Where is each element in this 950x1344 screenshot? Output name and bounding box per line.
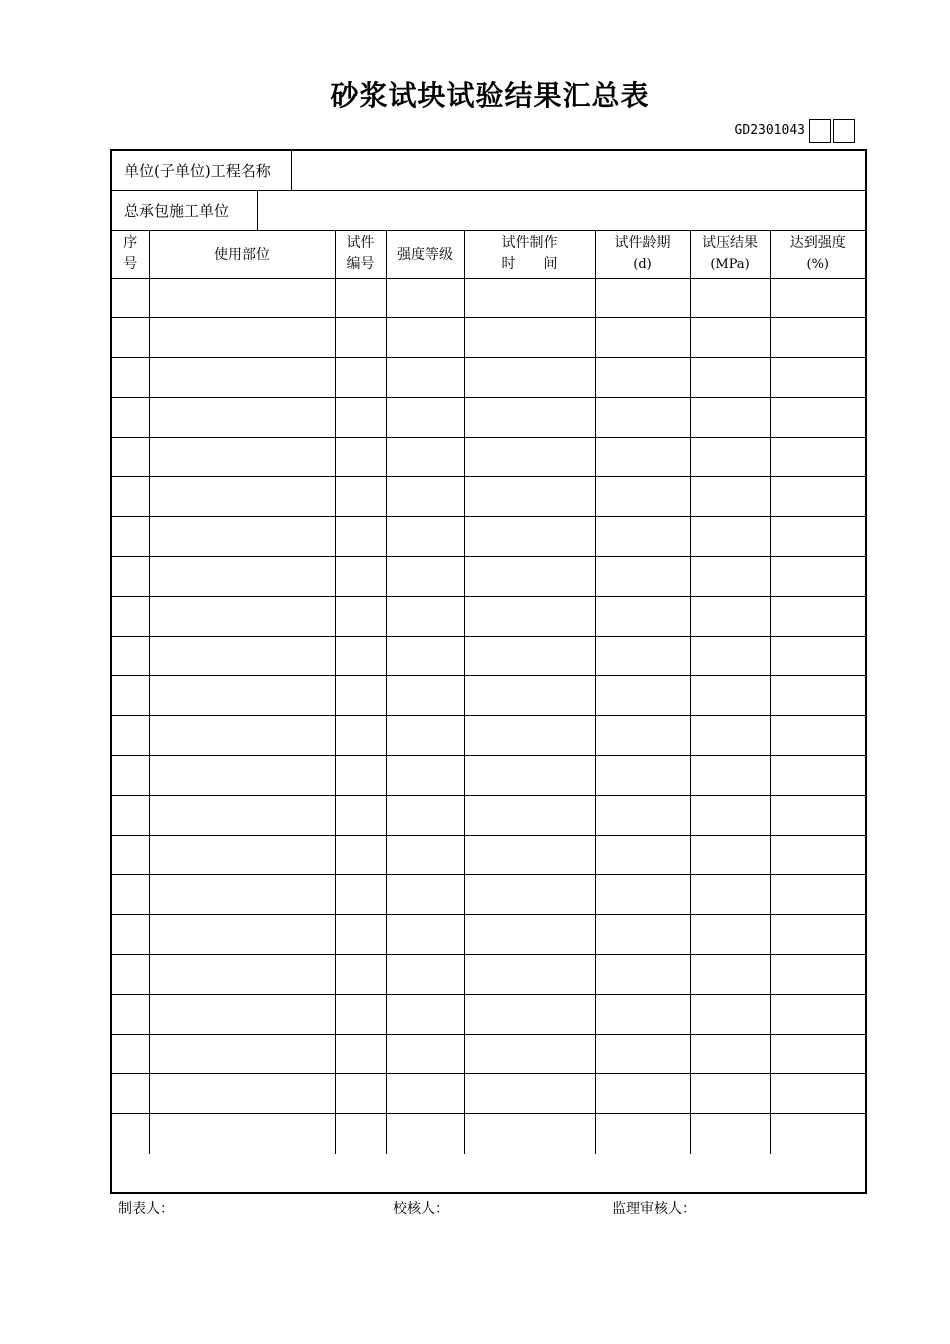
cell-seq[interactable] (112, 835, 149, 875)
col-reached (770, 231, 865, 278)
table-body (112, 278, 865, 1154)
cell-age[interactable] (595, 1034, 690, 1074)
cell-result[interactable] (690, 994, 770, 1034)
cell-location[interactable] (149, 716, 335, 756)
cell-grade[interactable] (386, 596, 464, 636)
cell-location[interactable] (149, 756, 335, 796)
cell-seq[interactable] (112, 915, 149, 955)
cell-location[interactable] (149, 636, 335, 676)
cell-result[interactable] (690, 955, 770, 995)
col-made-time-line1: 试件制作 (501, 235, 558, 252)
table-row (112, 437, 865, 477)
cell-made-time[interactable] (464, 397, 595, 437)
table-row (112, 676, 865, 716)
cell-result[interactable] (690, 875, 770, 915)
cell-age[interactable] (595, 756, 690, 796)
cell-location[interactable] (149, 517, 335, 557)
table-row (112, 358, 865, 398)
contractor-label: 总承包施工单位 (112, 191, 258, 230)
cell-specimen-no[interactable] (335, 397, 386, 437)
cell-grade[interactable] (386, 636, 464, 676)
cell-reached[interactable] (770, 397, 865, 437)
cell-grade[interactable] (386, 358, 464, 398)
cell-seq[interactable] (112, 477, 149, 517)
cell-location[interactable] (149, 358, 335, 398)
cell-made-time[interactable] (464, 557, 595, 597)
cell-seq[interactable] (112, 636, 149, 676)
cell-grade[interactable] (386, 437, 464, 477)
cell-result[interactable] (690, 437, 770, 477)
cell-reached[interactable] (770, 835, 865, 875)
cell-result[interactable] (690, 676, 770, 716)
cell-made-time[interactable] (464, 915, 595, 955)
cell-age[interactable] (595, 596, 690, 636)
cell-specimen-no[interactable] (335, 358, 386, 398)
cell-result[interactable] (690, 716, 770, 756)
cell-location[interactable] (149, 278, 335, 318)
col-seq (112, 231, 149, 278)
cell-made-time[interactable] (464, 437, 595, 477)
col-age-line1: 试件龄期 (614, 235, 671, 252)
cell-result[interactable] (690, 318, 770, 358)
cell-result[interactable] (690, 1034, 770, 1074)
cell-result[interactable] (690, 795, 770, 835)
col-grade-label: 强度等级 (397, 247, 453, 264)
form-code-box-2[interactable] (833, 119, 855, 143)
cell-specimen-no[interactable] (335, 557, 386, 597)
table-row (112, 915, 865, 955)
cell-made-time[interactable] (464, 477, 595, 517)
cell-grade[interactable] (386, 915, 464, 955)
cell-made-time[interactable] (464, 795, 595, 835)
cell-result[interactable] (690, 397, 770, 437)
cell-location[interactable] (149, 397, 335, 437)
col-result (690, 231, 770, 278)
cell-reached[interactable] (770, 636, 865, 676)
cell-age[interactable] (595, 318, 690, 358)
table-row (112, 1034, 865, 1074)
col-specimen-no (335, 231, 386, 278)
cell-grade[interactable] (386, 557, 464, 597)
cell-reached[interactable] (770, 1034, 865, 1074)
cell-specimen-no[interactable] (335, 318, 386, 358)
cell-seq[interactable] (112, 437, 149, 477)
table-row (112, 716, 865, 756)
cell-seq[interactable] (112, 358, 149, 398)
cell-age[interactable] (595, 358, 690, 398)
cell-reached[interactable] (770, 955, 865, 995)
cell-reached[interactable] (770, 676, 865, 716)
cell-reached[interactable] (770, 1074, 865, 1114)
cell-result[interactable] (690, 278, 770, 318)
cell-location[interactable] (149, 1074, 335, 1114)
project-name-field[interactable] (292, 151, 865, 190)
cell-specimen-no[interactable] (335, 795, 386, 835)
summary-sheet (110, 149, 867, 1194)
cell-reached[interactable] (770, 875, 865, 915)
cell-specimen-no[interactable] (335, 477, 386, 517)
contractor-field[interactable] (258, 191, 865, 230)
col-result-line2: (MPa) (710, 257, 750, 273)
table-row (112, 1114, 865, 1154)
cell-location[interactable] (149, 915, 335, 955)
cell-seq[interactable] (112, 517, 149, 557)
cell-reached[interactable] (770, 795, 865, 835)
cell-seq[interactable] (112, 557, 149, 597)
col-location (149, 231, 335, 278)
table-header-row (112, 231, 865, 278)
table-row (112, 636, 865, 676)
page-title: 砂浆试块试验结果汇总表 (330, 79, 650, 112)
cell-grade[interactable] (386, 1114, 464, 1154)
project-name-row (112, 151, 865, 191)
col-seq-line2: 号 (123, 256, 138, 273)
cell-seq[interactable] (112, 716, 149, 756)
prepared-by-label: 制表人： (118, 1201, 174, 1217)
cell-age[interactable] (595, 557, 690, 597)
cell-reached[interactable] (770, 437, 865, 477)
cell-result[interactable] (690, 1074, 770, 1114)
col-age-line2: (d) (633, 257, 652, 273)
contractor-row (112, 191, 865, 231)
cell-specimen-no[interactable] (335, 955, 386, 995)
cell-made-time[interactable] (464, 676, 595, 716)
cell-seq[interactable] (112, 1034, 149, 1074)
cell-location[interactable] (149, 1114, 335, 1154)
cell-specimen-no[interactable] (335, 517, 386, 557)
cell-grade[interactable] (386, 278, 464, 318)
cell-result[interactable] (690, 835, 770, 875)
cell-specimen-no[interactable] (335, 915, 386, 955)
cell-specimen-no[interactable] (335, 875, 386, 915)
cell-made-time[interactable] (464, 875, 595, 915)
cell-seq[interactable] (112, 397, 149, 437)
project-name-label: 单位(子单位)工程名称 (112, 151, 292, 190)
table-row (112, 795, 865, 835)
col-grade (386, 231, 464, 278)
cell-seq[interactable] (112, 278, 149, 318)
table-row (112, 318, 865, 358)
cell-reached[interactable] (770, 278, 865, 318)
cell-result[interactable] (690, 358, 770, 398)
col-location-label: 使用部位 (214, 247, 270, 264)
cell-specimen-no[interactable] (335, 636, 386, 676)
cell-seq[interactable] (112, 994, 149, 1034)
cell-specimen-no[interactable] (335, 1114, 386, 1154)
cell-seq[interactable] (112, 756, 149, 796)
cell-made-time[interactable] (464, 756, 595, 796)
cell-result[interactable] (690, 756, 770, 796)
cell-age[interactable] (595, 915, 690, 955)
cell-made-time[interactable] (464, 1034, 595, 1074)
table-row (112, 557, 865, 597)
col-result-line1: 试压结果 (702, 235, 758, 252)
cell-specimen-no[interactable] (335, 835, 386, 875)
form-code-text: GD2301043 (734, 123, 805, 138)
table-row (112, 397, 865, 437)
cell-location[interactable] (149, 596, 335, 636)
form-code (735, 119, 855, 143)
table-row (112, 756, 865, 796)
table-row (112, 994, 865, 1034)
cell-grade[interactable] (386, 994, 464, 1034)
cell-seq[interactable] (112, 676, 149, 716)
cell-reached[interactable] (770, 358, 865, 398)
cell-age[interactable] (595, 517, 690, 557)
cell-reached[interactable] (770, 994, 865, 1034)
cell-grade[interactable] (386, 795, 464, 835)
cell-grade[interactable] (386, 955, 464, 995)
col-reached-line2: (%) (806, 257, 829, 273)
cell-made-time[interactable] (464, 1074, 595, 1114)
cell-reached[interactable] (770, 477, 865, 517)
cell-grade[interactable] (386, 875, 464, 915)
col-made-time (464, 231, 595, 278)
signature-footer (118, 1198, 878, 1218)
cell-location[interactable] (149, 1034, 335, 1074)
col-seq-line1: 序 (123, 235, 138, 252)
cell-age[interactable] (595, 955, 690, 995)
col-reached-line1: 达到强度 (789, 235, 846, 252)
cell-location[interactable] (149, 994, 335, 1034)
results-table (112, 231, 865, 1154)
cell-seq[interactable] (112, 596, 149, 636)
cell-location[interactable] (149, 875, 335, 915)
cell-age[interactable] (595, 795, 690, 835)
cell-grade[interactable] (386, 756, 464, 796)
cell-age[interactable] (595, 1114, 690, 1154)
cell-made-time[interactable] (464, 278, 595, 318)
cell-grade[interactable] (386, 1074, 464, 1114)
table-row (112, 955, 865, 995)
cell-specimen-no[interactable] (335, 676, 386, 716)
cell-result[interactable] (690, 1114, 770, 1154)
cell-seq[interactable] (112, 318, 149, 358)
table-row (112, 875, 865, 915)
cell-grade[interactable] (386, 676, 464, 716)
cell-specimen-no[interactable] (335, 994, 386, 1034)
cell-specimen-no[interactable] (335, 716, 386, 756)
col-specimen-no-line2: 编号 (346, 256, 375, 273)
col-age (595, 231, 690, 278)
cell-result[interactable] (690, 557, 770, 597)
col-specimen-no-line1: 试件 (346, 235, 375, 252)
table-row (112, 477, 865, 517)
cell-reached[interactable] (770, 318, 865, 358)
cell-location[interactable] (149, 795, 335, 835)
cell-made-time[interactable] (464, 318, 595, 358)
cell-reached[interactable] (770, 915, 865, 955)
cell-result[interactable] (690, 477, 770, 517)
cell-age[interactable] (595, 716, 690, 756)
cell-location[interactable] (149, 955, 335, 995)
cell-age[interactable] (595, 636, 690, 676)
table-row (112, 835, 865, 875)
cell-specimen-no[interactable] (335, 596, 386, 636)
cell-age[interactable] (595, 875, 690, 915)
cell-result[interactable] (690, 517, 770, 557)
cell-specimen-no[interactable] (335, 278, 386, 318)
cell-grade[interactable] (386, 1034, 464, 1074)
cell-reached[interactable] (770, 596, 865, 636)
cell-age[interactable] (595, 835, 690, 875)
col-made-time-line2: 时 间 (501, 256, 558, 273)
cell-location[interactable] (149, 835, 335, 875)
cell-reached[interactable] (770, 716, 865, 756)
cell-made-time[interactable] (464, 955, 595, 995)
supervisor-label: 监理审核人： (612, 1201, 696, 1217)
form-code-box-1[interactable] (809, 119, 831, 143)
cell-reached[interactable] (770, 1114, 865, 1154)
cell-specimen-no[interactable] (335, 437, 386, 477)
cell-specimen-no[interactable] (335, 1034, 386, 1074)
cell-grade[interactable] (386, 716, 464, 756)
cell-reached[interactable] (770, 756, 865, 796)
cell-seq[interactable] (112, 795, 149, 835)
cell-specimen-no[interactable] (335, 1074, 386, 1114)
cell-seq[interactable] (112, 875, 149, 915)
cell-grade[interactable] (386, 835, 464, 875)
cell-location[interactable] (149, 676, 335, 716)
cell-age[interactable] (595, 676, 690, 716)
cell-location[interactable] (149, 437, 335, 477)
cell-result[interactable] (690, 915, 770, 955)
table-row (112, 596, 865, 636)
cell-seq[interactable] (112, 955, 149, 995)
cell-reached[interactable] (770, 557, 865, 597)
cell-grade[interactable] (386, 318, 464, 358)
cell-age[interactable] (595, 477, 690, 517)
cell-made-time[interactable] (464, 994, 595, 1034)
cell-location[interactable] (149, 318, 335, 358)
cell-location[interactable] (149, 557, 335, 597)
cell-location[interactable] (149, 477, 335, 517)
table-row (112, 1074, 865, 1114)
cell-seq[interactable] (112, 1114, 149, 1154)
cell-result[interactable] (690, 596, 770, 636)
cell-reached[interactable] (770, 517, 865, 557)
cell-made-time[interactable] (464, 636, 595, 676)
cell-age[interactable] (595, 994, 690, 1034)
cell-seq[interactable] (112, 1074, 149, 1114)
cell-made-time[interactable] (464, 517, 595, 557)
checked-by-label: 校核人： (393, 1201, 449, 1217)
cell-made-time[interactable] (464, 1114, 595, 1154)
cell-grade[interactable] (386, 477, 464, 517)
cell-age[interactable] (595, 278, 690, 318)
cell-grade[interactable] (386, 397, 464, 437)
cell-specimen-no[interactable] (335, 756, 386, 796)
cell-age[interactable] (595, 437, 690, 477)
cell-made-time[interactable] (464, 716, 595, 756)
cell-age[interactable] (595, 397, 690, 437)
cell-age[interactable] (595, 1074, 690, 1114)
table-row (112, 278, 865, 318)
cell-made-time[interactable] (464, 835, 595, 875)
cell-result[interactable] (690, 636, 770, 676)
table-row (112, 517, 865, 557)
cell-grade[interactable] (386, 517, 464, 557)
cell-made-time[interactable] (464, 358, 595, 398)
cell-made-time[interactable] (464, 596, 595, 636)
